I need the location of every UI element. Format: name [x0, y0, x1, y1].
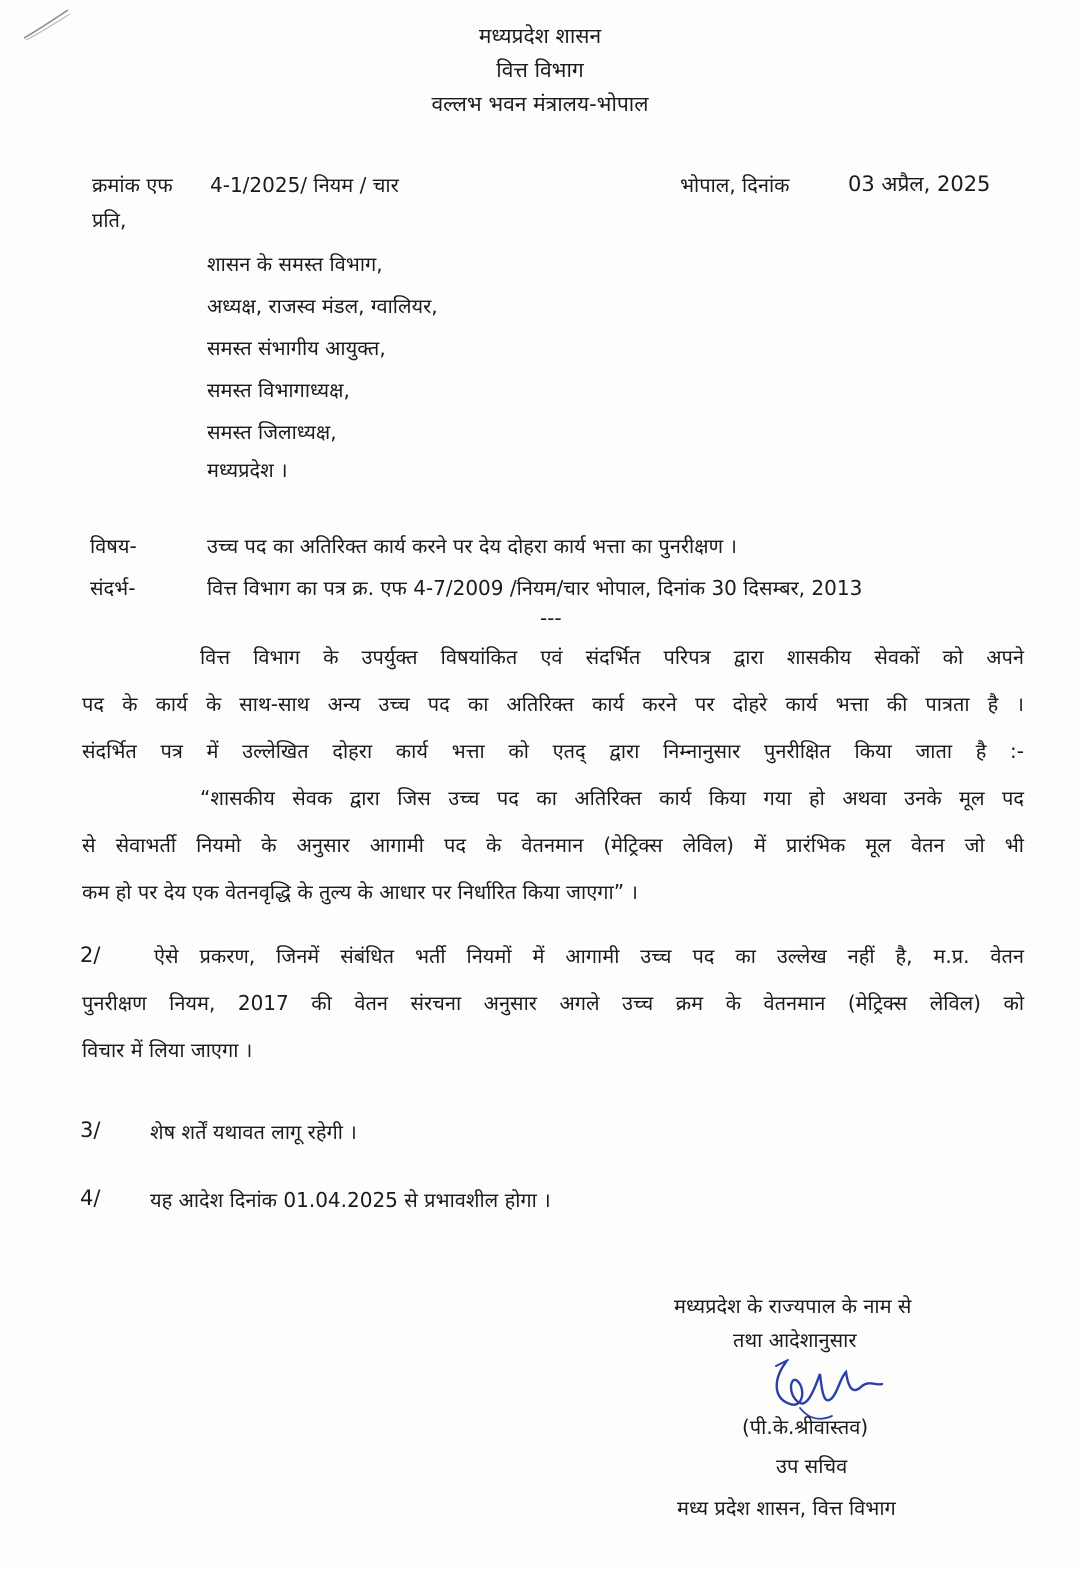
header-government: मध्यप्रदेश शासन	[478, 24, 602, 48]
subject-label: विषय-	[90, 534, 137, 558]
recipient-item: समस्त संभागीय आयुक्त,	[207, 336, 386, 360]
paragraph-line: विचार में लिया जाएगा ।	[82, 1038, 253, 1062]
recipient-item: अध्यक्ष, राजस्व मंडल, ग्वालियर,	[207, 294, 438, 318]
point-3-text: शेष शर्तें यथावत लागू रहेगी ।	[150, 1120, 357, 1144]
to-label: प्रति,	[92, 208, 127, 232]
reference-text: वित्त विभाग का पत्र क्र. एफ 4-7/2009 /नियम/चार भोपाल, दिनांक 30 दिसम्बर, 2013	[207, 576, 863, 600]
point-2-text	[82, 933, 1024, 1074]
paragraph-line: पद के कार्य के साथ-साथ अन्य उच्च पद का अतिरिक्त कार्य करने पर दोहरे कार्य भत्ता की पात्रता है ।	[82, 692, 1024, 716]
point-4-text: यह आदेश दिनांक 01.04.2025 से प्रभावशील होगा ।	[150, 1188, 551, 1212]
recipient-item: समस्त जिलाध्यक्ष,	[207, 420, 337, 444]
signature-order-line: तथा आदेशानुसार	[733, 1328, 857, 1352]
ref-label: क्रमांक एफ	[92, 173, 173, 197]
paragraph-line: पुनरीक्षण नियम, 2017 की वेतन संरचना अनुसार अगले उच्च क्रम के वेतनमान (मेट्रिक्स लेविल) को	[82, 991, 1024, 1015]
signatory-office: मध्य प्रदेश शासन, वित्त विभाग	[677, 1496, 896, 1520]
paragraph-intro	[82, 634, 1024, 775]
header-address: वल्लभ भवन मंत्रालय-भोपाल	[431, 92, 649, 116]
paragraph-line: वित्त विभाग के उपर्युक्त विषयांकित एवं संदर्भित परिपत्र द्वारा शासकीय सेवकों को अपने	[200, 645, 1024, 669]
recipient-item: शासन के समस्त विभाग,	[207, 252, 383, 276]
paragraph-line: “शासकीय सेवक द्वारा जिस उच्च पद का अतिरिक्त कार्य किया गया हो अथवा उनके मूल पद	[200, 786, 1024, 810]
subject-text: उच्च पद का अतिरिक्त कार्य करने पर देय दोहरा कार्य भत्ता का पुनरीक्षण ।	[207, 534, 737, 558]
header-department: वित्त विभाग	[496, 58, 584, 82]
reference-label: संदर्भ-	[90, 576, 136, 600]
paragraph-line: कम हो पर देय एक वेतनवृद्धि के तुल्य के आधार पर निर्धारित किया जाएगा” ।	[82, 880, 639, 904]
separator: ---	[540, 606, 562, 630]
point-4-number: 4/	[80, 1186, 101, 1210]
signatory-name: (पी.के.श्रीवास्तव)	[742, 1415, 869, 1439]
signatory-designation: उप सचिव	[776, 1454, 848, 1478]
place-date-label: भोपाल, दिनांक	[680, 173, 790, 197]
ref-number: 4-1/2025/ नियम / चार	[210, 173, 399, 197]
signature-authority-line: मध्यप्रदेश के राज्यपाल के नाम से	[674, 1294, 912, 1318]
quoted-rule	[82, 775, 1024, 916]
point-2-number: 2/	[80, 943, 101, 967]
paragraph-line: से सेवाभर्ती नियमो के अनुसार आगामी पद के वेतनमान (मेट्रिक्स लेविल) में प्रारंभिक मूल वेतन जो भी	[82, 833, 1024, 857]
recipient-item: मध्यप्रदेश ।	[207, 458, 288, 482]
recipient-item: समस्त विभागाध्यक्ष,	[207, 378, 350, 402]
point-3-number: 3/	[80, 1118, 101, 1142]
letter-date: 03 अप्रैल, 2025	[848, 172, 991, 196]
paragraph-line: संदर्भित पत्र में उल्लेखित दोहरा कार्य भत्ता को एतद् द्वारा निम्नानुसार पुनरीक्षित किया जाता है :-	[82, 739, 1024, 763]
paragraph-line: ऐसे प्रकरण, जिनमें संबंधित भर्ती नियमों में आगामी उच्च पद का उल्लेख नहीं है, म.प्र. वेतन	[154, 944, 1024, 968]
